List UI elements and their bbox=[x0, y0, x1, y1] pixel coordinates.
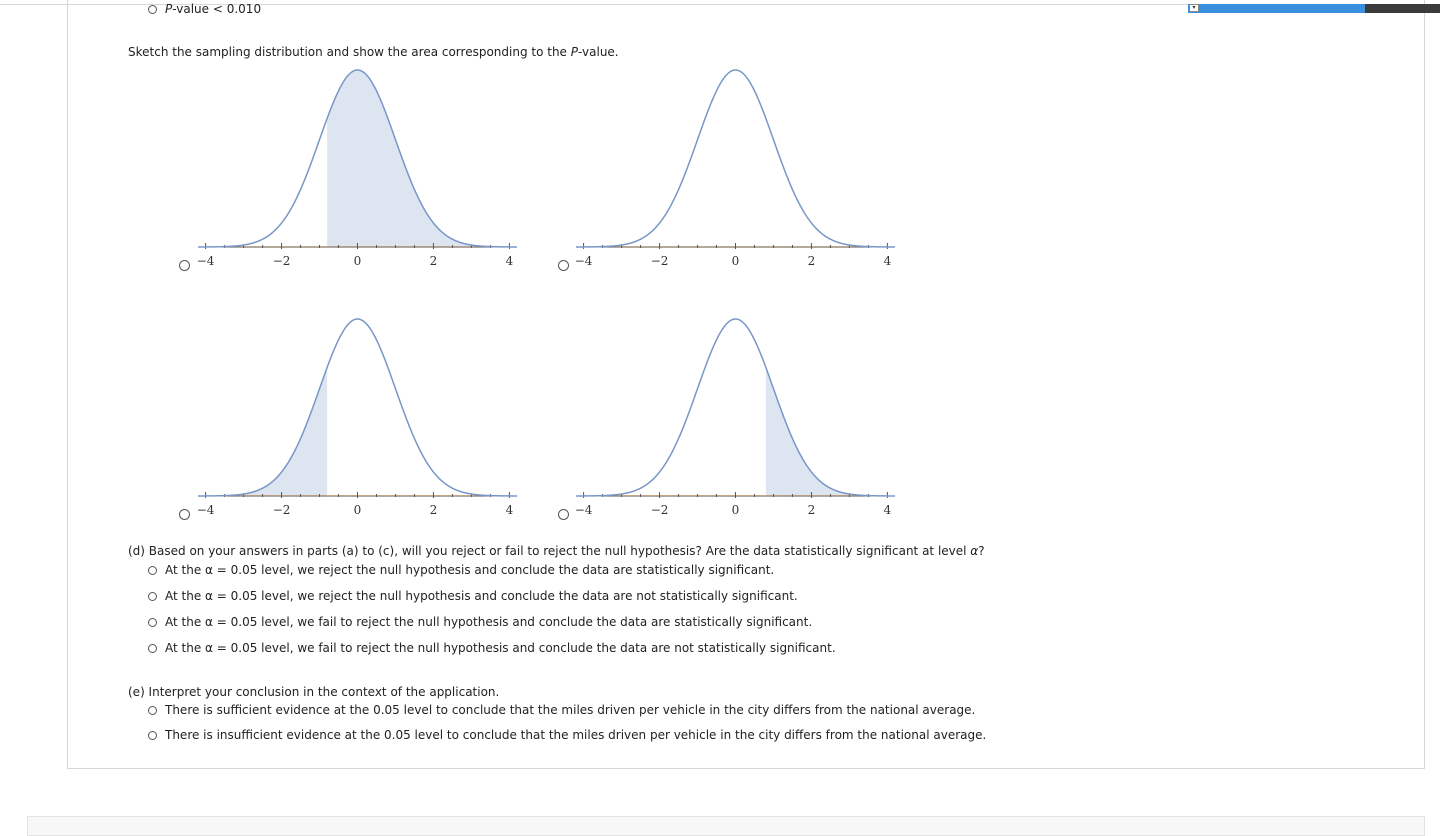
tick-label: 4 bbox=[883, 503, 892, 517]
plot-svg bbox=[568, 309, 908, 521]
radio-button[interactable] bbox=[148, 618, 157, 627]
distribution-plot-a bbox=[190, 60, 530, 275]
radio-button[interactable] bbox=[148, 644, 157, 653]
distribution-plot-b bbox=[568, 60, 908, 275]
distribution-plot-c bbox=[190, 309, 530, 524]
scroll-arrow-icon[interactable]: ▾ bbox=[1189, 4, 1199, 12]
tick-label: 0 bbox=[353, 254, 362, 268]
part-d-option-3[interactable]: At the α = 0.05 level, we fail to reject the null hypothesis and conclude the data are statistically significant. bbox=[148, 615, 812, 629]
plot-d-radio[interactable] bbox=[558, 509, 569, 520]
plot-svg bbox=[190, 309, 530, 521]
radio-button[interactable] bbox=[148, 566, 157, 575]
pvalue-option-row[interactable] bbox=[148, 2, 261, 16]
tick-label: 0 bbox=[353, 503, 362, 517]
normal-curve bbox=[198, 319, 517, 496]
plot-c-radio[interactable] bbox=[179, 509, 190, 520]
plot-svg bbox=[190, 60, 530, 272]
shaded-area bbox=[327, 70, 517, 247]
horizontal-scrollbar-thumb[interactable] bbox=[1188, 4, 1365, 13]
plot-svg bbox=[568, 60, 908, 272]
radio-button[interactable] bbox=[148, 592, 157, 601]
plot-a-radio[interactable] bbox=[179, 260, 190, 271]
plot-b-radio[interactable] bbox=[558, 260, 569, 271]
tick-label: 0 bbox=[731, 503, 740, 517]
tick-label: 2 bbox=[429, 503, 438, 517]
sketch-prompt: Sketch the sampling distribution and show the area corresponding to the P-value. bbox=[128, 45, 619, 59]
next-question-panel bbox=[27, 816, 1425, 836]
shaded-area bbox=[198, 367, 327, 496]
tick-label: −2 bbox=[272, 503, 291, 517]
tick-label: 2 bbox=[807, 254, 816, 268]
tick-label: −4 bbox=[574, 254, 593, 268]
tick-label: 4 bbox=[505, 503, 514, 517]
radio-button[interactable] bbox=[148, 5, 157, 14]
shaded-area bbox=[766, 367, 895, 496]
part-e-option-2[interactable]: There is insufficient evidence at the 0.05 level to conclude that the miles driven per vehicle in the city differs from the national average. bbox=[148, 728, 986, 742]
tick-label: −2 bbox=[650, 503, 669, 517]
tick-label: 0 bbox=[731, 254, 740, 268]
normal-curve bbox=[576, 319, 895, 496]
tick-label: −4 bbox=[196, 254, 215, 268]
pvalue-italic: P bbox=[165, 2, 173, 16]
tick-label: −4 bbox=[574, 503, 593, 517]
normal-curve bbox=[576, 70, 895, 247]
part-d-option-4[interactable]: At the α = 0.05 level, we fail to reject the null hypothesis and conclude the data are not statistically significant. bbox=[148, 641, 836, 655]
part-e-option-1[interactable]: There is sufficient evidence at the 0.05 level to conclude that the miles driven per vehicle in the city differs from the national average. bbox=[148, 703, 975, 717]
tick-label: −4 bbox=[196, 503, 215, 517]
tick-label: 4 bbox=[883, 254, 892, 268]
radio-button[interactable] bbox=[148, 731, 157, 740]
radio-button[interactable] bbox=[148, 706, 157, 715]
tick-label: −2 bbox=[650, 254, 669, 268]
part-d-option-2[interactable]: At the α = 0.05 level, we reject the null hypothesis and conclude the data are not statistically significant. bbox=[148, 589, 798, 603]
part-d-option-1[interactable]: At the α = 0.05 level, we reject the null hypothesis and conclude the data are statistically significant. bbox=[148, 563, 774, 577]
part-d-question: (d) Based on your answers in parts (a) to (c), will you reject or fail to reject the null hypothesis? Are the data statistically significant at level α? bbox=[128, 544, 985, 558]
tick-label: 2 bbox=[429, 254, 438, 268]
tick-label: 2 bbox=[807, 503, 816, 517]
tick-label: −2 bbox=[272, 254, 291, 268]
distribution-plot-d bbox=[568, 309, 908, 524]
pvalue-option-label: -value < 0.010 bbox=[172, 2, 262, 16]
tick-label: 4 bbox=[505, 254, 514, 268]
part-e-question: (e) Interpret your conclusion in the context of the application. bbox=[128, 685, 500, 699]
